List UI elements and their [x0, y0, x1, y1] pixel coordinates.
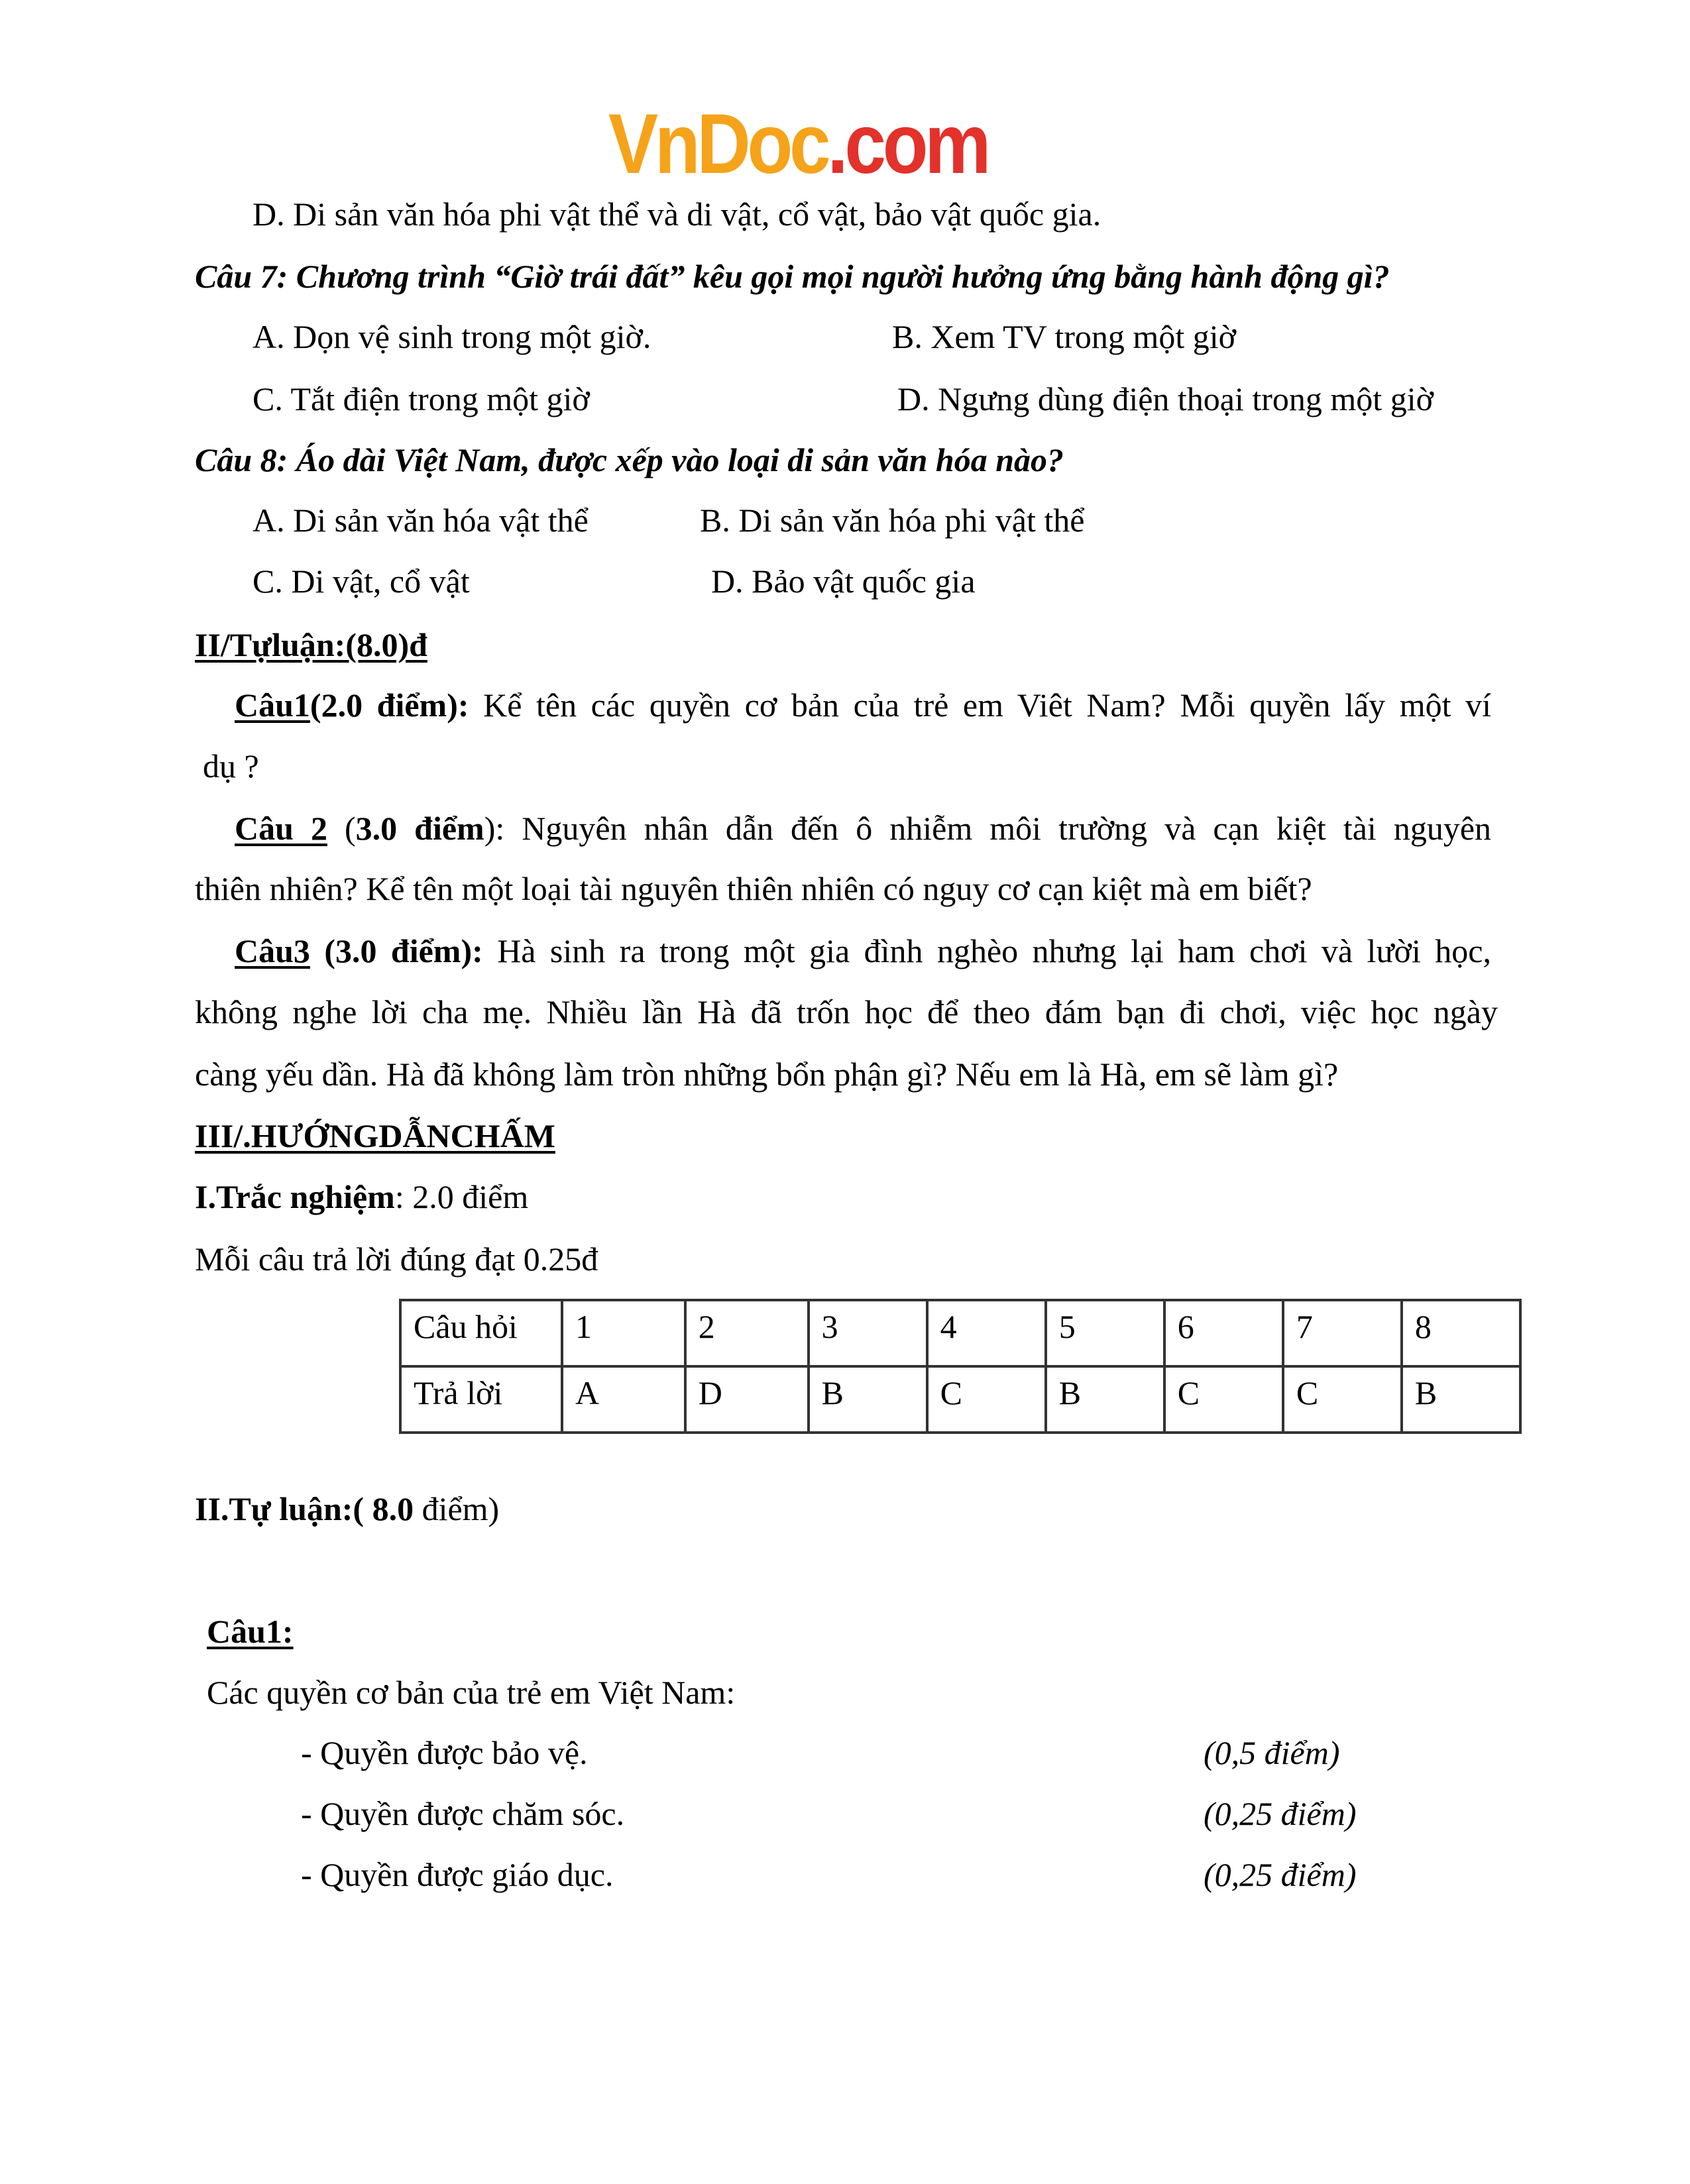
logo-part2: .com — [827, 97, 988, 191]
essay-q3-points: (3.0 điểm): — [310, 932, 483, 969]
essay-grading-score: 8.0 — [364, 1490, 414, 1527]
table-cell: A — [562, 1366, 685, 1433]
q8-option-d: D. Bảo vật quốc gia — [711, 563, 976, 600]
table-row-header: Câu hỏi — [400, 1300, 562, 1366]
logo-part1: VnDoc — [608, 97, 828, 191]
grading-q1-item-score: (0,25 điểm) — [1204, 1856, 1357, 1893]
mc-score: : 2.0 điểm — [394, 1178, 529, 1215]
q8-option-b: B. Di sản văn hóa phi vật thể — [700, 502, 1085, 539]
mc-note: Mỗi câu trả lời đúng đạt 0.25đ — [195, 1240, 598, 1278]
answer-key-table — [399, 1299, 1522, 1434]
essay-grading-score-rest: điểm) — [414, 1490, 500, 1527]
table-cell: 3 — [809, 1300, 927, 1366]
essay-q2-paren-open: ( — [327, 810, 356, 847]
q8-question: Câu 8: Áo dài Việt Nam, được xếp vào loại di sản văn hóa nào? — [195, 441, 1064, 478]
table-row-header: Trả lời — [400, 1366, 562, 1433]
grading-q1-item: - Quyền được chăm sóc. — [301, 1795, 625, 1832]
q8-option-a: A. Di sản văn hóa vật thể — [253, 502, 589, 539]
table-cell: 7 — [1283, 1300, 1402, 1366]
essay-q3-line1 — [235, 931, 1491, 971]
grading-q1-label: Câu1: — [207, 1613, 294, 1650]
table-cell: D — [685, 1366, 809, 1433]
table-cell: 6 — [1164, 1300, 1283, 1366]
table-cell: 4 — [927, 1300, 1046, 1366]
table-cell: C — [1283, 1366, 1402, 1433]
grading-heading: III/.HƯỚNGDẪNCHẤM — [195, 1117, 555, 1154]
essay-q2-points: 3.0 điểm — [355, 810, 484, 847]
q7-option-c: C. Tắt điện trong một giờ — [253, 380, 590, 417]
essay-q3-label: Câu3 — [235, 932, 310, 969]
table-row-answers — [400, 1366, 1520, 1433]
table-cell: C — [1164, 1366, 1283, 1433]
table-cell: B — [809, 1366, 927, 1433]
table-cell: B — [1046, 1366, 1164, 1433]
grading-q1-item: - Quyền được giáo dục. — [301, 1856, 614, 1893]
q6-option-d: D. Di sản văn hóa phi vật thể và di vật, cổ vật, bảo vật quốc gia. — [253, 195, 1101, 233]
table-cell: 5 — [1046, 1300, 1164, 1366]
table-cell: B — [1402, 1366, 1520, 1433]
grading-q1-item: - Quyền được bảo vệ. — [301, 1734, 588, 1771]
table-cell: 1 — [562, 1300, 685, 1366]
vndoc-logo — [608, 99, 1017, 189]
table-cell: 2 — [685, 1300, 809, 1366]
q7-option-d: D. Ngưng dùng điện thoại trong một giờ — [897, 380, 1434, 417]
essay-q3-text: Hà sinh ra trong một gia đình nghèo nhưng lại ham chơi và lười học, — [482, 932, 1491, 969]
essay-q1-text: Kể tên các quyền cơ bản của trẻ em Viêt Nam? Mỗi quyền lấy một ví — [469, 686, 1492, 724]
table-row-questions — [400, 1300, 1520, 1366]
q7-option-b: B. Xem TV trong một giờ — [892, 318, 1237, 355]
essay-q2-text: Nguyên nhân dẫn đến ô nhiễm môi trường và cạn kiệt tài nguyên — [504, 810, 1492, 847]
essay-grading-heading — [195, 1489, 499, 1529]
essay-q2-paren-close: ): — [484, 810, 505, 847]
essay-q1-line2: dụ ? — [203, 747, 259, 785]
essay-heading: II/Tựluận:(8.0)đ — [195, 626, 427, 663]
essay-q2-line1 — [235, 808, 1491, 848]
essay-q2-label: Câu 2 — [235, 810, 327, 847]
mc-label: I.Trắc nghiệm — [195, 1178, 395, 1215]
essay-q1-label: Câu1 — [235, 686, 310, 724]
essay-grading-label: II.Tự luận:( — [195, 1490, 365, 1527]
q7-option-a: A. Dọn vệ sinh trong một giờ. — [253, 318, 651, 355]
essay-q3-line3: càng yếu dần. Hà đã không làm tròn những bổn phận gì? Nếu em là Hà, em sẽ làm gì? — [195, 1056, 1339, 1093]
essay-q2-line2: thiên nhiên? Kể tên một loại tài nguyên thiên nhiên có nguy cơ cạn kiệt mà em biết? — [195, 870, 1312, 907]
essay-q1-points: (2.0 điểm): — [310, 686, 469, 724]
q7-question: Câu 7: Chương trình “Giờ trái đất” kêu gọi mọi người hưởng ứng bằng hành động gì? — [195, 258, 1390, 295]
q8-option-c: C. Di vật, cổ vật — [253, 563, 470, 600]
essay-q3-line2: không nghe lời cha mẹ. Nhiều lần Hà đã trốn học để theo đám bạn đi chơi, việc học ngày — [195, 993, 1498, 1030]
grading-q1-intro: Các quyền cơ bản của trẻ em Việt Nam: — [207, 1674, 736, 1711]
grading-q1-item-score: (0,25 điểm) — [1204, 1795, 1357, 1832]
grading-q1-item-score: (0,5 điểm) — [1204, 1734, 1340, 1771]
mc-score-line — [195, 1177, 528, 1217]
table-cell: C — [927, 1366, 1046, 1433]
essay-q1-line1 — [235, 685, 1491, 725]
table-cell: 8 — [1402, 1300, 1520, 1366]
